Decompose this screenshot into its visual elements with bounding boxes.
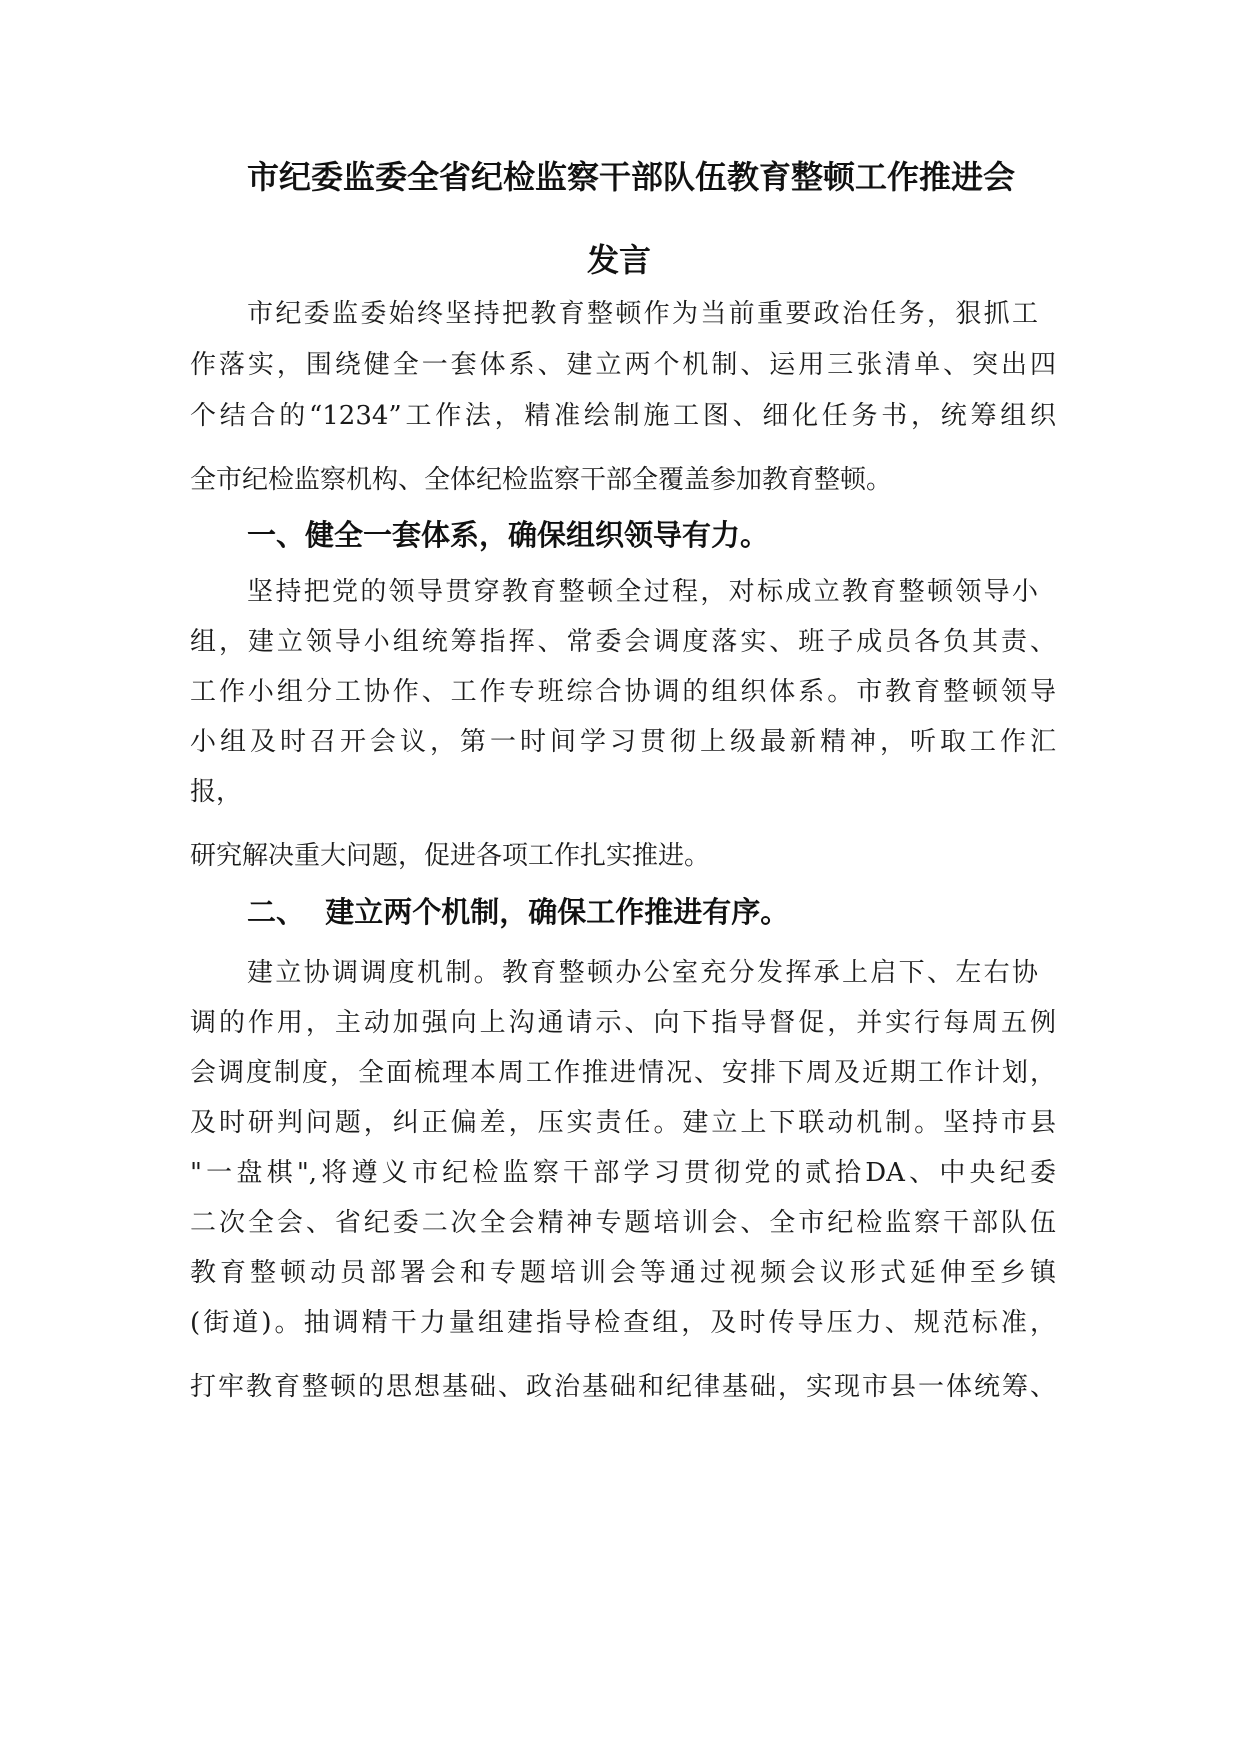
intro-line: 个结合的“1234”工作法，精准绘制施工图、细化任务书，统筹组织 xyxy=(190,401,1056,431)
body-line: 小组及时召开会议，第一时间学习贯彻上级最新精神，听取工作汇 xyxy=(190,727,1056,757)
section-heading: 一、健全一套体系，确保组织领导有力。 xyxy=(247,518,770,552)
section-heading: 二、 建立两个机制，确保工作推进有序。 xyxy=(247,895,790,929)
body-line: 报， xyxy=(190,777,243,807)
body-line: (街道)。抽调精干力量组建指导检查组，及时传导压力、规范标准， xyxy=(190,1308,1056,1338)
body-line: 及时研判问题，纠正偏差，压实责任。建立上下联动机制。坚持市县 xyxy=(190,1108,1056,1138)
body-line: 研究解决重大问题，促进各项工作扎实推进。 xyxy=(190,841,711,871)
body-line: 工作小组分工协作、工作专班综合协调的组织体系。市教育整顿领导 xyxy=(190,677,1056,707)
document-title-suffix: 发言 xyxy=(587,241,652,279)
body-line: 建立协调调度机制。教育整顿办公室充分发挥承上启下、左右协 xyxy=(247,958,1038,988)
body-line: 打牢教育整顿的思想基础、政治基础和纪律基础，实现市县一体统筹、 xyxy=(190,1372,1056,1402)
body-line: 坚持把党的领导贯穿教育整顿全过程，对标成立教育整顿领导小 xyxy=(247,577,1038,607)
document-title: 市纪委监委全省纪检监察干部队伍教育整顿工作推进会 xyxy=(247,158,1016,196)
body-line: 会调度制度，全面梳理本周工作推进情况、安排下周及近期工作计划， xyxy=(190,1058,1056,1088)
intro-line: 全市纪检监察机构、全体纪检监察干部全覆盖参加教育整顿。 xyxy=(190,465,893,495)
body-line: 教育整顿动员部署会和专题培训会等通过视频会议形式延伸至乡镇 xyxy=(190,1258,1056,1288)
body-line: 组，建立领导小组统筹指挥、常委会调度落实、班子成员各负其责、 xyxy=(190,627,1056,657)
body-line: 二次全会、省纪委二次全会精神专题培训会、全市纪检监察干部队伍 xyxy=(190,1208,1056,1238)
intro-line: 市纪委监委始终坚持把教育整顿作为当前重要政治任务，狠抓工 xyxy=(247,299,1038,329)
body-line: "一盘棋",将遵义市纪检监察干部学习贯彻党的贰拾DA、中央纪委 xyxy=(190,1158,1056,1188)
intro-line: 作落实，围绕健全一套体系、建立两个机制、运用三张清单、突出四 xyxy=(190,350,1056,380)
body-line: 调的作用，主动加强向上沟通请示、向下指导督促，并实行每周五例 xyxy=(190,1008,1056,1038)
